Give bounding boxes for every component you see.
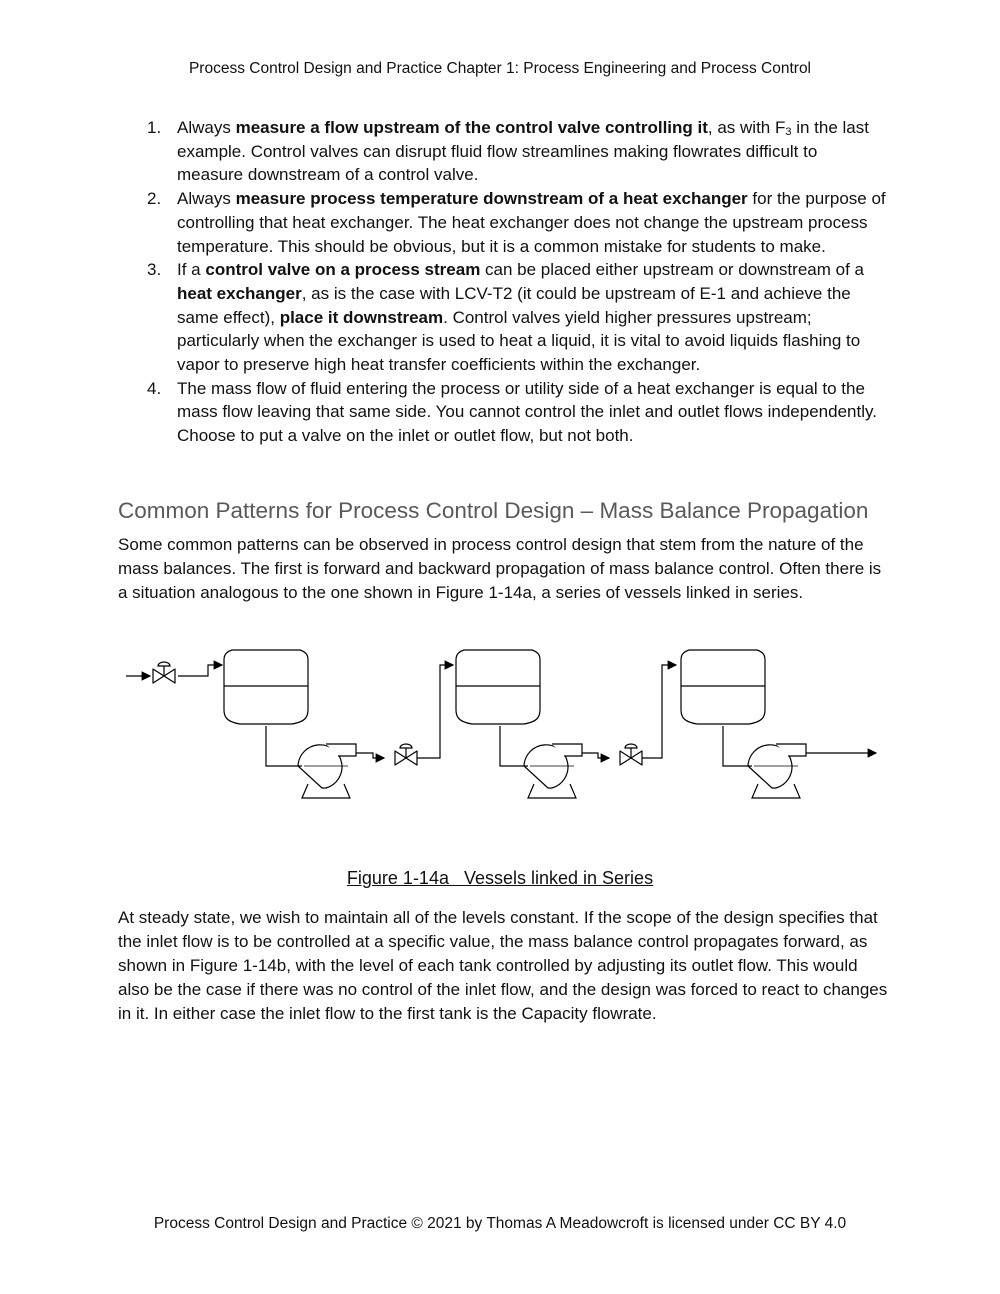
- rule-text: can be placed either upstream or downstream of a: [480, 260, 864, 280]
- inlet-to-tank-line: [178, 665, 222, 676]
- rule-text: If a: [177, 260, 206, 280]
- rule-item-1: [118, 116, 888, 187]
- rule-emphasis: measure process temperature downstream of a heat exchanger: [235, 189, 748, 209]
- steady-state-paragraph: At steady state, we wish to maintain all of the levels constant. If the scope of the design specifies that the inlet flow is to be controlled at a specific value, the mass balance control propagates forward, as shown in Figure 1-14b, with the level of each tank controlled by adjusting its outlet flow. This would also be the case if there was no control of the inlet flow, and the design was forced to react to changes in it. In either case the inlet flow to the first tank is the Capacity flowrate.: [118, 908, 888, 1024]
- pump-3: [748, 744, 806, 798]
- rule-text: , as is the case with LCV-T2 (it could be upstream of E-1 and achieve the same effect),: [177, 283, 851, 327]
- intro-paragraph: Some common patterns can be observed in process control design that stem from the nature of the mass balances. The first is forward and backward propagation of mass balance control. Often there is a situation analogous to the one shown in Figure 1-14a, a series of vessels linked in series.: [118, 535, 882, 603]
- list-number: 3.: [147, 260, 162, 280]
- vessel-3: [681, 650, 765, 724]
- rule-emphasis: heat exchanger: [177, 283, 302, 303]
- list-number: 4.: [147, 378, 162, 398]
- pump1-discharge-line: [356, 753, 384, 758]
- tank1-outlet-line: [266, 726, 302, 766]
- rule-item-2: [118, 187, 888, 258]
- rule-text: . Control valves yield higher pressures upstream; particularly when the exchanger is used to heat a liquid, it is vital to avoid liquids flashing to vapor to preserve high heat transfer coefficients within the exchanger.: [177, 307, 861, 375]
- process-flow-diagram: [118, 640, 888, 810]
- rule-emphasis: control valve on a process stream: [205, 260, 481, 280]
- rule-emphasis: measure a flow upstream of the control valve controlling it: [235, 118, 708, 137]
- pump-2: [524, 744, 582, 798]
- control-valve-2: [395, 744, 417, 765]
- rule-text: Always: [177, 118, 236, 137]
- subscript: 3: [785, 126, 792, 138]
- vessels-series-svg: [118, 640, 888, 810]
- figure-caption: Figure 1-14a Vessels linked in Series: [346, 868, 654, 888]
- tank3-outlet-line: [723, 726, 752, 766]
- running-header: Process Control Design and Practice Chapter 1: Process Engineering and Process Control: [188, 60, 812, 77]
- list-number: 1.: [147, 118, 162, 137]
- rule-text: Always: [177, 189, 236, 209]
- rule-emphasis: place it downstream: [279, 307, 444, 327]
- design-rules-list: [118, 116, 888, 448]
- rule-text: , as with F: [707, 118, 786, 137]
- list-number: 2.: [147, 189, 162, 209]
- valve2-to-tank2-line: [417, 665, 453, 758]
- rule-text: in the last example. Control valves can disrupt fluid flow streamlines making flowrates difficult to measure downstream of a control valve.: [177, 118, 869, 185]
- license-footer: Process Control Design and Practice © 2021 by Thomas A Meadowcroft is licensed under CC BY 4.0: [153, 1215, 847, 1232]
- rule-text: The mass flow of fluid entering the process or utility side of a heat exchanger is equal to the mass flow leaving that same side. You cannot control the inlet and outlet flows independently. Choose to put a valve on the inlet or outlet flow, but not both.: [177, 378, 877, 446]
- rule-item-3: [118, 258, 888, 377]
- control-valve-3: [620, 744, 642, 765]
- rule-item-4: [118, 377, 888, 448]
- vessel-2: [456, 650, 540, 724]
- pump-1: [298, 744, 356, 798]
- vessel-1: [224, 650, 308, 724]
- section-heading: Common Patterns for Process Control Design – Mass Balance Propagation: [118, 498, 869, 523]
- valve3-to-tank3-line: [642, 665, 676, 758]
- tank2-outlet-line: [500, 726, 528, 766]
- pump2-discharge-line: [582, 753, 609, 758]
- inlet-control-valve: [153, 662, 175, 683]
- rule-text: for the purpose of controlling that heat exchanger. The heat exchanger does not change the upstream process temperature. This should be obvious, but it is a common mistake for students to make.: [177, 189, 886, 256]
